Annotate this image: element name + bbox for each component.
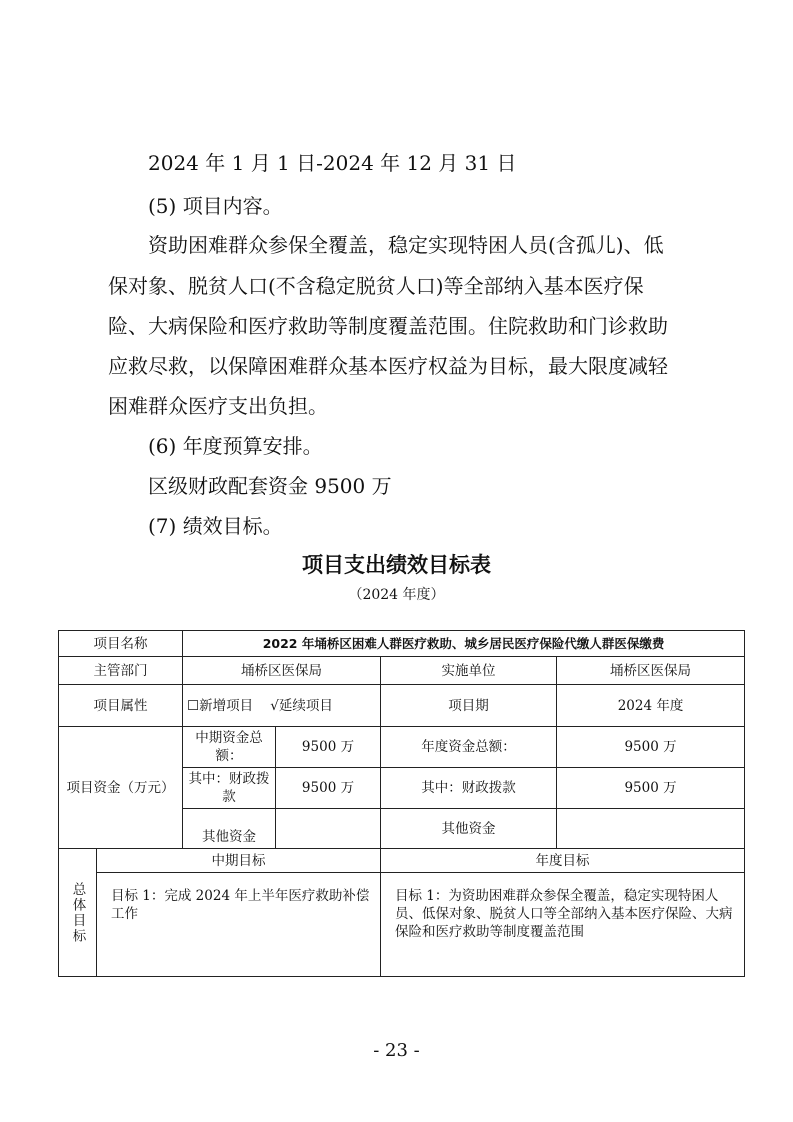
year-other-label: 其他资金 <box>381 809 557 849</box>
year-goal-header: 年度目标 <box>381 849 745 873</box>
date-range-line: 2024 年 1 月 1 日-2024 年 12 月 31 日 <box>148 151 517 175</box>
period-value: 2024 年度 <box>557 685 745 727</box>
section-6-heading: (6) 年度预算安排。 <box>148 434 323 458</box>
mid-fiscal-value: 9500 万 <box>276 768 381 809</box>
attr-label: 项目属性 <box>59 685 183 727</box>
section-7-heading: (7) 绩效目标。 <box>148 514 283 538</box>
funds-label: 项目资金（万元） <box>59 727 183 849</box>
new-project-checkbox: ☐新增项目 <box>187 697 254 714</box>
page-number: - 23 - <box>373 1040 420 1061</box>
section-5-heading: (5) 项目内容。 <box>148 194 283 218</box>
year-other-value <box>557 809 745 849</box>
year-total-label: 年度资金总额： <box>381 727 557 768</box>
dept-value: 埇桥区医保局 <box>183 657 381 685</box>
year-goal-text: 目标 1：为资助困难群众参保全覆盖，稳定实现特困人员、低保对象、脱贫人口等全部纳入基本医疗保险、大病保险和医疗救助等制度覆盖范围 <box>381 873 745 977</box>
overall-goal-label: 总体目标 <box>59 849 97 977</box>
impl-label: 实施单位 <box>381 657 557 685</box>
mid-fiscal-label: 其中：财政拨款 <box>183 768 276 809</box>
project-name-label: 项目名称 <box>59 631 183 657</box>
content-line-3: 险、大病保险和医疗救助等制度覆盖范围。住院救助和门诊救助 <box>108 314 668 338</box>
mid-total-value: 9500 万 <box>276 727 381 768</box>
mid-goal-header: 中期目标 <box>97 849 381 873</box>
dept-label: 主管部门 <box>59 657 183 685</box>
content-line-2: 保对象、脱贫人口(不含稳定脱贫人口)等全部纳入基本医疗保 <box>108 274 644 298</box>
mid-goal-text: 目标 1：完成 2024 年上半年医疗救助补偿工作 <box>97 873 381 977</box>
performance-target-table <box>58 630 745 977</box>
table-subtitle: （2024 年度） <box>348 587 445 603</box>
content-line-4: 应救尽救，以保障困难群众基本医疗权益为目标，最大限度减轻 <box>108 354 668 378</box>
budget-line: 区级财政配套资金 9500 万 <box>148 474 392 498</box>
period-label: 项目期 <box>381 685 557 727</box>
continuing-project-checkbox: √延续项目 <box>270 697 333 714</box>
year-fiscal-label: 其中：财政拨款 <box>381 768 557 809</box>
project-name-value: 2022 年埇桥区困难人群医疗救助、城乡居民医疗保险代缴人群医保缴费 <box>183 631 745 657</box>
attr-value <box>183 685 381 727</box>
year-fiscal-value: 9500 万 <box>557 768 745 809</box>
impl-value: 埇桥区医保局 <box>557 657 745 685</box>
mid-other-value <box>276 809 381 849</box>
content-line-5: 困难群众医疗支出负担。 <box>108 394 328 418</box>
mid-total-label: 中期资金总额： <box>183 727 276 768</box>
content-line-1: 资助困难群众参保全覆盖，稳定实现特困人员(含孤儿)、低 <box>148 233 664 257</box>
table-title: 项目支出绩效目标表 <box>302 553 491 577</box>
year-total-value: 9500 万 <box>557 727 745 768</box>
mid-other-label: 其他资金 <box>183 809 276 849</box>
